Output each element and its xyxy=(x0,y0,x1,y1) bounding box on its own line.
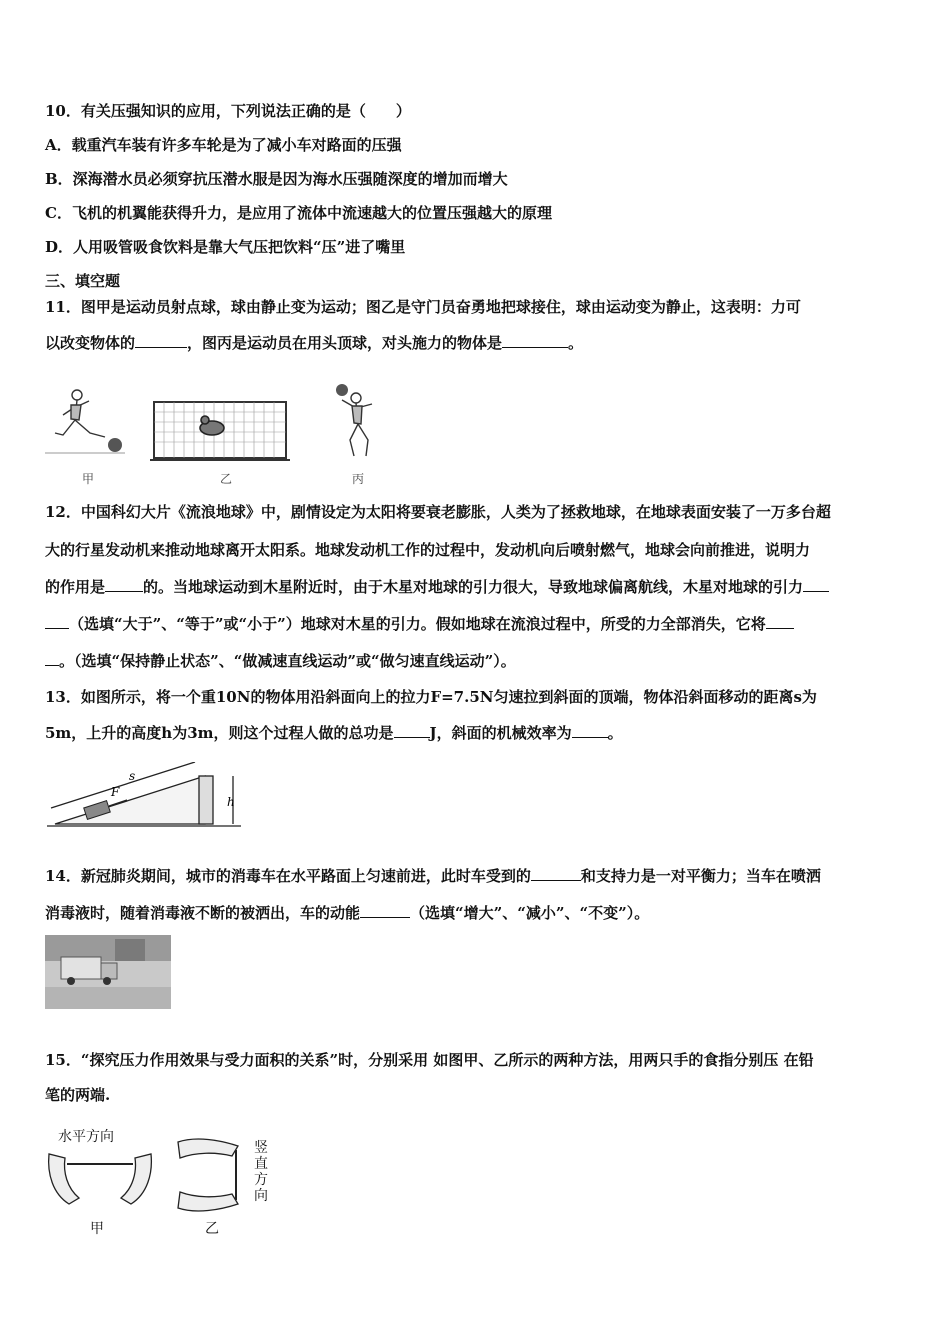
q10-option-a: A．载重汽车装有许多车轮是为了减小车对路面的压强 xyxy=(45,136,402,154)
caption-bing: 丙 xyxy=(352,472,365,486)
q12-blank-3a[interactable] xyxy=(766,614,794,629)
label-horizontal: 水平方向 xyxy=(58,1129,114,1145)
q12-line1: 12．中国科幻大片《流浪地球》中，剧情设定为太阳将要衰老膨胀，人类为了拯救地球，在地球表面安装了一万多台超 xyxy=(45,503,831,521)
q12-blank-2a[interactable] xyxy=(803,577,829,592)
q12-line4 xyxy=(45,614,794,634)
q10-option-d: D．人用吸管吸食饮料是靠大气压把饮料“压”进了嘴里 xyxy=(45,238,406,256)
q12-text-a: 的作用是 xyxy=(45,578,106,596)
q12-line2: 大的行星发动机来推动地球离开太阳系。地球发动机工作的过程中，发动机向后喷射燃气，地球会向前推进，说明力 xyxy=(45,541,811,559)
figure-player-kicking xyxy=(45,385,125,465)
q12-blank-1[interactable] xyxy=(105,577,143,592)
q14-text-d: （选填“增大”、“减小”、“不变”）。 xyxy=(410,904,650,922)
q14-text-b: 和支持力是一对平衡力；当车在喷洒 xyxy=(580,867,821,885)
q11-text-a: 以改变物体的 xyxy=(45,334,136,352)
caption-15-yi: 乙 xyxy=(205,1221,219,1237)
label-vertical-char: 直 xyxy=(254,1156,268,1172)
q15-line2: 笔的两端. xyxy=(45,1086,111,1104)
q11-blank-2[interactable] xyxy=(502,333,568,348)
q13-text-b: J，斜面的机械效率为 xyxy=(429,724,572,742)
q10-option-c: C．飞机的机翼能获得升力，是应用了流体中流速越大的位置压强越大的原理 xyxy=(45,204,552,222)
label-vertical xyxy=(254,1140,270,1204)
figure-goalkeeper xyxy=(150,398,290,462)
q12-text-c: （选填“大于”、“等于”或“小于”）地球对木星的引力。假如地球在流浪过程中，所受的力全部消失，它将 xyxy=(69,615,766,633)
q12-blank-2b[interactable] xyxy=(45,614,69,629)
q13-text-c: 。 xyxy=(607,724,623,742)
label-vertical-char: 竖 xyxy=(254,1140,268,1156)
q12-text-b: 的。当地球运动到木星附近时，由于木星对地球的引力很大，导致地球偏离航线，木星对地球的引力 xyxy=(143,578,804,596)
q15-line1: 15．“探究压力作用效果与受力面积的关系”时，分别采用 如图甲、乙所示的两种方法，用两只手的食指分别压 在铅 xyxy=(45,1051,814,1069)
figure-incline xyxy=(45,762,245,832)
figure-hands-vertical xyxy=(172,1134,252,1216)
q11-blank-1[interactable] xyxy=(135,333,187,348)
q14-blank-1[interactable] xyxy=(531,866,581,881)
q14-blank-2[interactable] xyxy=(360,903,410,918)
figure-player-heading xyxy=(330,382,390,464)
q13-text-a: 5m，上升的高度h为3m，则这个过程人做的总功是 xyxy=(45,724,394,742)
q14-line2 xyxy=(45,903,649,923)
section-heading: 三、填空题 xyxy=(45,272,121,290)
q13-blank-1[interactable] xyxy=(394,723,430,738)
q13-blank-2[interactable] xyxy=(572,723,608,738)
label-vertical-char: 方 xyxy=(254,1172,268,1188)
caption-jia: 甲 xyxy=(82,472,95,486)
q10-stem: 10．有关压强知识的应用，下列说法正确的是（ ） xyxy=(45,102,411,120)
q11-line1: 11．图甲是运动员射点球，球由静止变为运动；图乙是守门员奋勇地把球接住，球由运动变为静止，这表明：力可 xyxy=(45,298,801,316)
q13-line1: 13．如图所示，将一个重10N的物体用沿斜面向上的拉力F=7.5N匀速拉到斜面的顶端，物体沿斜面移动的距离s为 xyxy=(45,688,817,706)
q12-text-d: 。（选填“保持静止状态”、“做减速直线运动”或“做匀速直线运动”）。 xyxy=(59,652,516,670)
q12-line5 xyxy=(45,651,516,671)
q11-line2 xyxy=(45,333,583,353)
caption-15-jia: 甲 xyxy=(90,1221,104,1237)
figure-disinfection-truck xyxy=(45,935,171,1009)
figure-hands-horizontal xyxy=(45,1144,155,1214)
q14-text-c: 消毒液时，随着消毒液不断的被洒出，车的动能 xyxy=(45,904,361,922)
label-h: h xyxy=(227,795,235,809)
q13-line2 xyxy=(45,723,623,743)
caption-yi: 乙 xyxy=(220,472,233,486)
q12-blank-3b[interactable] xyxy=(45,651,59,666)
q14-line1 xyxy=(45,866,821,886)
q10-option-b: B．深海潜水员必须穿抗压潜水服是因为海水压强随深度的增加而增大 xyxy=(45,170,508,188)
q11-text-b: ，图丙是运动员在用头顶球，对头施力的物体是 xyxy=(187,334,503,352)
q11-text-c: 。 xyxy=(568,334,584,352)
label-f: F xyxy=(111,785,120,799)
label-s: s xyxy=(129,769,136,783)
label-vertical-char: 向 xyxy=(254,1188,268,1204)
q14-text-a: 14．新冠肺炎期间，城市的消毒车在水平路面上匀速前进，此时车受到的 xyxy=(45,867,531,885)
q12-line3 xyxy=(45,577,829,597)
